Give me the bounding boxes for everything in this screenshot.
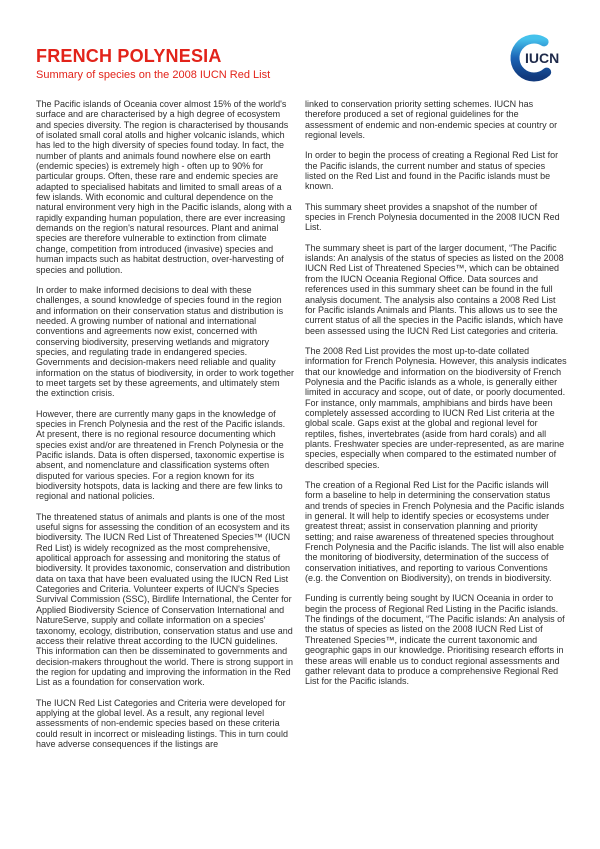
document-body	[36, 99, 567, 759]
iucn-logo	[500, 32, 572, 90]
paragraph: In order to begin the process of creating a Regional Red List for the Pacific islands, the current number and status of species listed on the Red List and found in the Pacific islands must be known.	[305, 150, 559, 192]
paragraph: linked to conservation priority setting schemes. IUCN has therefore produced a set of regional guidelines for the assessment of endemic and non-endemic species at country or regional levels.	[305, 99, 558, 141]
paragraph: The creation of a Regional Red List for the Pacific islands will form a baseline to help in determining the conservation status and trends of species in French Polynesia and the Pacific islands in general. It will help to identify species or ecosystems under greatest threat; assist in conservation planning and priority setting; and raise awareness of threatened species throughout French Polynesia and the Pacific islands. The list will also enable the monitoring of biodiversity, determination of the success of conservation initiatives, and reporting to various Conventions (e.g. the Convention on Biodiversity), on trends in biodiversity.	[305, 480, 565, 584]
right-column	[305, 99, 567, 759]
document-header	[36, 47, 570, 81]
paragraph: The IUCN Red List Categories and Criteria were developed for applying at the global level. As a result, any regional level assessments of non-endemic species based on these criteria could result in incorrect or misleading listings. This in turn could have adverse consequences if the listings are	[36, 697, 288, 749]
paragraph: The summary sheet is part of the larger document, “The Pacific islands: An analysis of the status of species as listed on the 2008 IUCN Red List of Threatened Species™, which can be obtained from the IUCN Oceania Regional Office. Data sources and references used in this summary sheet can be found in the full analysis document. The analysis also contains a 2008 Red List for Pacific islands Animals and Plants. This allows us to see the current status of all the species in the Pacific islands, which have been assessed using the IUCN Red List categories and criteria.	[305, 242, 564, 336]
left-column	[36, 99, 294, 759]
paragraph: Funding is currently being sought by IUCN Oceania in order to begin the process of Regional Red Listing in the Pacific islands. The findings of the document, “The Pacific islands: An analysis of the status of species as listed on the 2008 IUCN Red List of Threatened Species™, indicate the current taxonomic and geographic gaps in our knowledge. Prioritising research efforts in these areas will enable us to conduct regional assessments and gather relevant data to produce a comprehensive Regional Red List for the Pacific islands.	[305, 593, 565, 687]
page-subtitle: Summary of species on the 2008 IUCN Red List	[36, 68, 271, 81]
paragraph: This summary sheet provides a snapshot of the number of species in French Polynesia documented in the 2008 IUCN Red List.	[305, 201, 560, 233]
paragraph: In order to make informed decisions to deal with these challenges, a sound knowledge of species found in the region and information on their conservation status and distribution is needed. A growing number of national and international conventions and agreements now exist, concerned with conserving biodiversity, preserving wetlands and migratory species, and regulating trade in endangered species. Governments and decision-makers need reliable and quality information on the status of biodiversity, in order to work together to meet targets set by these agreements, and ultimately stem the extinction crisis.	[36, 284, 294, 399]
paragraph: However, there are currently many gaps in the knowledge of species in French Polynesia and the rest of the Pacific islands. At present, there is no regional resource documenting which species exist and/or are threatened in French Polynesia or the Pacific islands. Data is often dispersed, taxonomic expertise is absent, and nomenclature and classification systems often disputed for various species. For a region known for its biodiversity hotspots, data is lacking and there are few links to regional and national policies.	[36, 408, 286, 502]
paragraph: The Pacific islands of Oceania cover almost 15% of the world's surface and are characterised by a high degree of ecosystem and species diversity. The region is characterised by thousands of isolated small coral atolls and higher volcanic islands, which has led to the high diversity of species found today. In fact, the number of plants and animals found nowhere else on earth (endemic species) is extremely high - often up to 90% for particular groups. Often, these rare and endemic species are adapted to specialised habitats and limited to small areas of a few islands. With economic and cultural dependence on the natural environment very high in the Pacific islands, along with a rapidly expanding human population, there are ever increasing demands on the region's natural resources. Plant and animal species are therefore vulnerable to extinction from climate change, competition from introduced (invasive) species and human impacts such as habitat destruction, over-harvesting of species and pollution.	[36, 99, 292, 275]
iucn-logo-text: IUCN	[525, 50, 560, 66]
paragraph: The threatened status of animals and plants is one of the most useful signs for assessing the condition of an ecosystem and its biodiversity. The IUCN Red List of Threatened Species™ (IUCN Red List) is widely recognized as the most comprehensive, apolitical approach for assessing and monitoring the status of biodiversity. It provides taxonomic, conservation and distribution data on taxa that have been evaluated using the IUCN Red List Categories and Criteria. Volunteer experts of IUCN's Species Survival Commission (SSC), Birdlife International, the Center for Applied Biodiversity Science of Conservation International and NatureServe, supply and collate information on a species' taxonomy, ecology, distribution, conservation status and use and access their relative threat according to the IUCN guidelines. This information can then be disseminated to governments and decision-makers throughout the world. There is strong support in the region for updating and improving the information in the Red List as a foundation for conservation work.	[36, 511, 293, 688]
paragraph: The 2008 Red List provides the most up-to-date collated information for French Polynesia. However, this analysis indicates that our knowledge and information on the biodiversity of French Polynesia and the Pacific islands as a whole, is generally either limited in accuracy and scope, out of date, or poorly documented. For instance, only mammals, amphibians and birds have been completely assessed according to IUCN Red List criteria at the global scale. Gaps exist at the global and regional level for reptiles, fishes, invertebrates (aside from hard corals) and all plants. Freshwater species are under-represented, as are marine species, especially when compared to the estimated number of described species.	[305, 345, 567, 470]
page-title: FRENCH POLYNESIA	[36, 46, 222, 66]
iucn-swoosh-icon	[500, 32, 572, 90]
